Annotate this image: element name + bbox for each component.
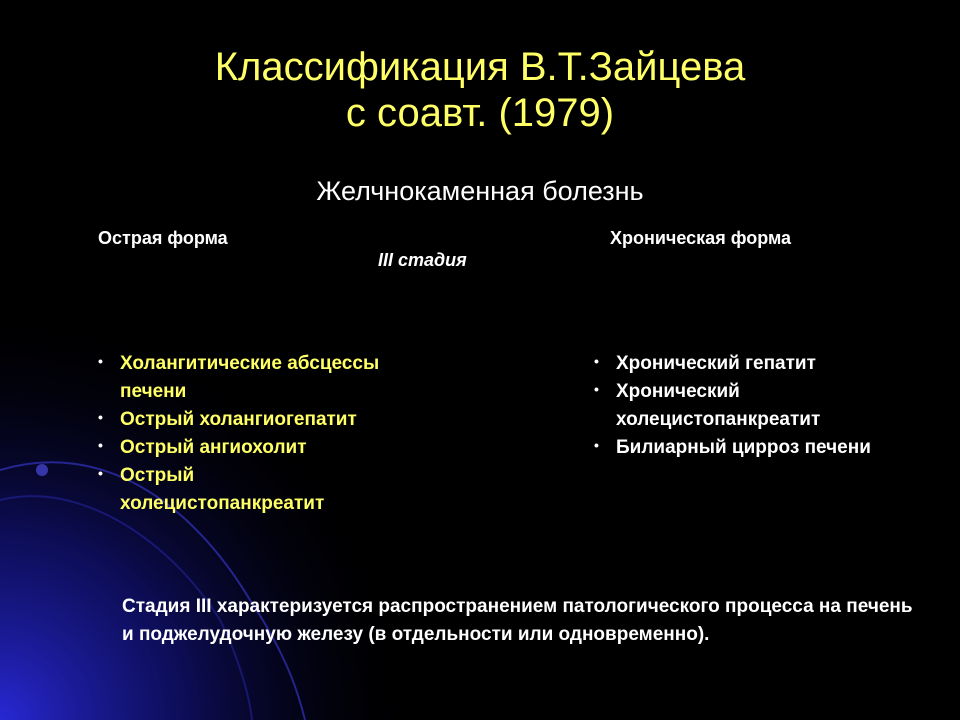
list-item-text: Острый холецистопанкреатит bbox=[120, 465, 325, 514]
list-item bbox=[98, 406, 388, 434]
stage-description: Стадия III характеризуется распространением патологического процесса на печень и поджелудочную железу (в отдельности или одновременно). bbox=[122, 596, 913, 645]
bullet-icon: • bbox=[594, 353, 599, 369]
acute-form-list bbox=[98, 350, 388, 518]
list-item bbox=[594, 434, 894, 462]
chronic-form-list bbox=[594, 350, 894, 462]
title-line-1: Классификация В.Т.Зайцева bbox=[214, 45, 746, 89]
title-line-2: с соавт. (1979) bbox=[345, 91, 615, 135]
bullet-icon: • bbox=[98, 437, 103, 453]
list-item-text: Острый холангиогепатит bbox=[120, 409, 357, 430]
subtitle: Желчнокаменная болезнь bbox=[316, 176, 644, 206]
list-item-text: Билиарный цирроз печени bbox=[616, 437, 871, 458]
list-item-text: Острый ангиохолит bbox=[120, 437, 307, 458]
chronic-form-heading: Хроническая форма bbox=[610, 228, 792, 248]
bullet-icon: • bbox=[594, 437, 599, 453]
list-item-text: Хронический холецистопанкреатит bbox=[616, 381, 821, 430]
list-item bbox=[98, 350, 388, 406]
list-item bbox=[98, 434, 388, 462]
acute-form-heading: Острая форма bbox=[98, 228, 228, 248]
bullet-icon: • bbox=[594, 381, 599, 397]
bullet-icon: • bbox=[98, 353, 103, 369]
list-item-text: Холангитические абсцессы печени bbox=[120, 353, 380, 402]
bullet-icon: • bbox=[98, 409, 103, 425]
list-item bbox=[594, 378, 894, 434]
stage-label: III стадия bbox=[378, 250, 467, 270]
slide-title bbox=[0, 44, 960, 136]
list-item bbox=[594, 350, 894, 378]
list-item-text: Хронический гепатит bbox=[616, 353, 816, 374]
list-item bbox=[98, 462, 388, 518]
bullet-icon: • bbox=[98, 465, 103, 481]
